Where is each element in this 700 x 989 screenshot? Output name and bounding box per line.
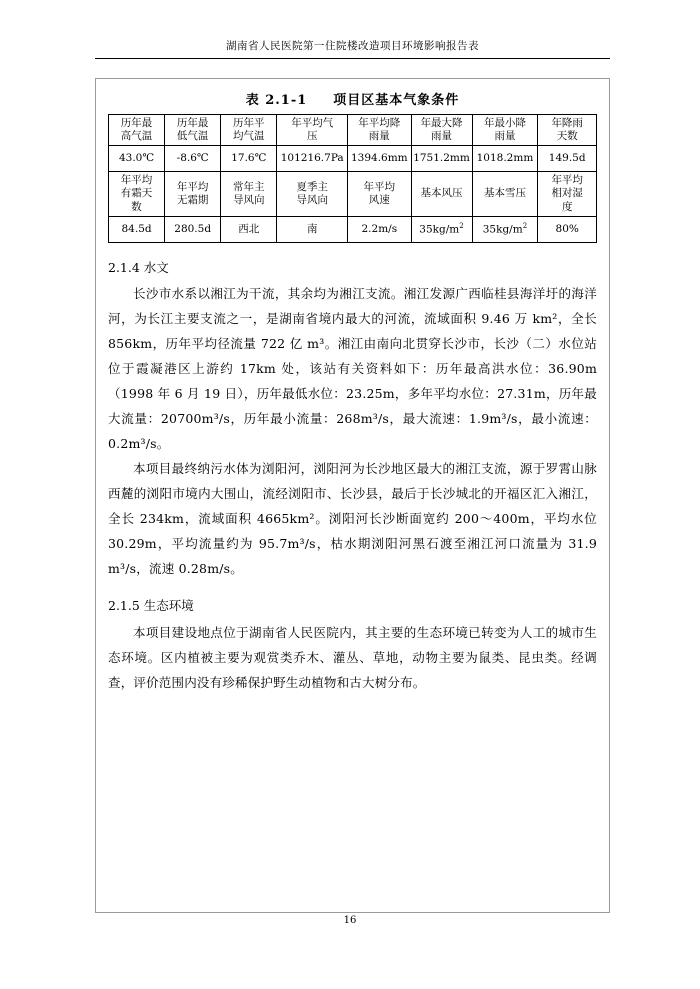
table-title: 项目区基本气象条件 [333,93,460,108]
paragraph-hydrology-1: 长沙市水系以湘江为干流，其余均为湘江支流。湘江发源广西临桂县海洋圩的海洋河，为长江主要支流之一，是湖南省境内最大的河流，流域面积 9.46 万 km²，全长 856km，历年平均径流量 722 亿 m³。湘江由南向北贯穿长沙市，长沙（二）水位站位于霞凝港区上游约 17km 处，该站有关资料如下：历年最高洪水位：36.90m（1998 年 6 月 19 日），历年最低水位：23.25m，多年平均水位：27.31m，历年最大流量：20700m³/s，历年最小流量：268m³/s，最大流速：1.9m³/s，最小流速：0.2m³/s。 [108,286,597,452]
table-cell: 夏季主 导风向 [277,172,348,216]
table-cell: 历年最 高气温 [109,115,165,146]
table-cell: -8.6℃ [165,146,221,172]
paragraph-hydrology-2: 本项目最终纳污水体为浏阳河，浏阳河为长沙地区最大的湘江支流，源于罗霄山脉西麓的浏阳市境内大围山，流经浏阳市、长沙县，最后于长沙城北的开福区汇入湘江，全长 234km，流域面积 4665km²。浏阳河长沙断面宽约 200～400m，平均水位 30.29m，平均流量约为 95.7m³/s，枯水期浏阳河黑石渡至湘江河口流量为 31.9 m³/s，流速 0.28m/s。 [108,461,597,577]
table-cell: 基本雪压 [472,172,538,216]
table-row [109,216,597,242]
table-cell: $35kg/m^2$ [472,216,538,242]
table-cell: 年平均气 压 [277,115,348,146]
table-cell: 年最大降 雨量 [411,115,472,146]
table-cell: 西北 [221,216,277,242]
table-cell: 149.5d [538,146,597,172]
table-cell: 43.0℃ [109,146,165,172]
table-cell: 17.6℃ [221,146,277,172]
climate-table [108,114,597,243]
table-cell: 2.2m/s [348,216,411,242]
table-cell: 基本风压 [411,172,472,216]
table-row [109,146,597,172]
table-cell: 年平均降 雨量 [348,115,411,146]
table-cell: 年平均 风速 [348,172,411,216]
table-cell: $35kg/m^2$ [411,216,472,242]
table-cell: 101216.7Pa [277,146,348,172]
section-heading-ecology: 2.1.5 生态环境 [108,598,194,614]
table-cell: 1018.2mm [472,146,538,172]
table-cell: 年降雨 天数 [538,115,597,146]
table-caption [108,89,597,108]
table-cell: 84.5d [109,216,165,242]
table-cell: 年最小降 雨量 [472,115,538,146]
table-cell: 年平均 有霜天 数 [109,172,165,216]
table-cell: 年平均 相对湿 度 [538,172,597,216]
page-number: 16 [343,915,357,926]
table-cell: 80% [538,216,597,242]
running-header: 湖南省人民医院第一住院楼改造项目环境影响报告表 [226,40,479,52]
table-cell: 280.5d [165,216,221,242]
table-row [109,115,597,146]
content-frame [95,78,610,913]
table-cell: 南 [277,216,348,242]
table-cell: 历年平 均气温 [221,115,277,146]
paragraph-ecology-1: 本项目建设地点位于湖南省人民医院内，其主要的生态环境已转变为人工的城市生态环境。区内植被主要为观赏类乔木、灌丛、草地，动物主要为鼠类、昆虫类。经调查，评价范围内没有珍稀保护野生动植物和古大树分布。 [108,624,597,690]
section-heading-hydrology: 2.1.4 水文 [108,259,169,275]
table-cell: 1751.2mm [411,146,472,172]
table-cell: 1394.6mm [348,146,411,172]
table-cell: 历年最 低气温 [165,115,221,146]
table-cell: 常年主 导风向 [221,172,277,216]
table-row [109,172,597,216]
header-rule [95,58,610,59]
table-cell: 年平均 无霜期 [165,172,221,216]
table-number: 表 2.1-1 [245,93,308,108]
